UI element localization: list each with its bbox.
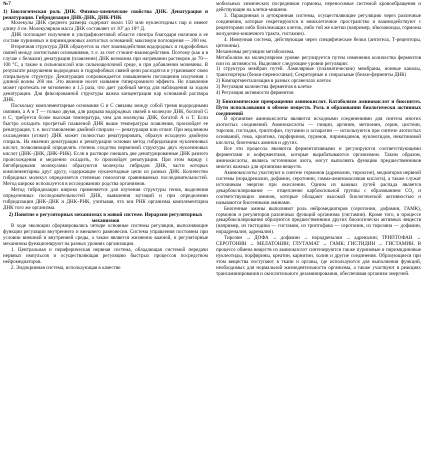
paragraph: 4. Иммунная система, действующая через специфические белки (антитела, Т-рецепторы, цитокины). bbox=[216, 36, 421, 49]
list-item: 2) Компартментализация в разных органеллах клеток bbox=[216, 78, 331, 85]
paragraph: Метод гибридизации широко применяется для изучения структуры генов, выделения определенных последовательностей ДНК, выявления мутаций и при определении гибридизации ДНК–ДНК и ДНК–РНК, учитывая, что вся РНК организма комплементарна ДНК того же организма. bbox=[3, 186, 208, 211]
left-column bbox=[3, 2, 208, 272]
paragraph: В ходе эволюции сформировались четыре основные системы регуляции, выполняющие функции регуляции внутреннего и внешнего равновесия. Система управления постоянна при условии внешней и внутренней среды, а также является жизненно важной, и регуляторные механизмы функционируют на разных уровнях организации. bbox=[3, 223, 208, 248]
paragraph: мобильных химических посредников гормоны, переносимые системой кровообращения и действующие на клетки-мишени. bbox=[216, 1, 421, 13]
paragraph: 2. Эндокринная система, использующая в качестве bbox=[11, 265, 121, 272]
paragraph: В организме аминокислоты являются исходными соединениями для синтеза многих азотистых соединений. Аминокислоты — глицин, аргинин, метионин, серин, цистеин, тирозин, гистидин, триптофан, глутамин и аспарагин — используются при синтезе азотистых оснований, гема, креатина, порфиринов, пуринов, пиримидинов, нуклеотидов, никотиновой кислоты, биогенных аминов и других. bbox=[216, 116, 421, 147]
list-item: 4) Регуляция активности ферментов bbox=[216, 90, 294, 97]
right-column bbox=[216, 2, 421, 278]
section-1-heading: 1) Биологическая роль ДНК. Физико-химические свойства ДНК. Денатурация и ренатурация. Гибридизация ДНК-ДНК, ДНК-РНК bbox=[3, 8, 208, 21]
page-number: №7 bbox=[3, 1, 11, 7]
section-2-heading: 2) Понятие о регуляторных механизмах в живой системе. Иерархия регуляторных механизмов bbox=[8, 212, 203, 225]
list-item: 1) структура мембран путей. Ламелярные (плазматические) мембраны, ионные каналы, транспортеры (белки-переносчики); Секреторные и спиральные (белки-ферменты ДНК) bbox=[216, 66, 421, 79]
paragraph: Механизмы регуляции метаболизма. bbox=[216, 48, 295, 55]
section-3-heading: 3) Биохимические превращения аминокислот. Катаболизм аминокислот и биосинтез. Пути использования в обмене веществ. Роль в образовании биологически активных соединений bbox=[216, 99, 421, 118]
paragraph: Биогенные амины выполняют роль нейромедиаторов (серотонин, дофамин, ГАМК), гормонов и регуляторов различных функций организма (гистамин). Кроме того, в процессе декарбоксилирования образуются предшественники других биологически активных веществ (например, из гистидина — гистамин, из триптофана — серотонин, из тирозина — дофамин, норадреналин, адреналин). bbox=[216, 205, 421, 236]
paragraph: Аминокислоты участвуют в синтезе гормонов (адреналин, тироксин), медиаторов нервной системы (норадреналин, дофамин, серотонин, гамма-аминомасляная кислота), а также служат источником энергии при окислении. Одним из важных путей распада является декарбоксилирование — отщепление карбоксильной группы с образованием CO₂ и соответствующих аминов, которые обладают высокой биологической активностью и называются биогенными аминами. bbox=[216, 169, 421, 206]
paragraph: Поскольку комплементарные основания G и C связаны между собой тремя водородными связями, а А и Т — только двумя, для разрыва водородных связей в молекуле ДНК, богатой G и C, требуется более высокая температура, чем для молекулы ДНК, богатой А и Т. Если быстро охладить прогретый плавленой ДНК выше температуры плавления, произойдет ее ренатурация, т. е. восстановление двойной спирали — ренатурация или отжиг. При медленном охлаждении (отжиг) ДНК может полностью ренатурировать, образуя исходную двойную спираль. На явлении денатурации и ренатурации основан метод гибридизации нуклеиновых кислот, позволяющий определять степень сходства первичной структуры двух нуклеиновых кислот (ДНК–ДНК, ДНК–РНК). Если в растворе смешать две денатурированные ДНК разного происхождения и медленно охладить, то произойдет ренатурация. При этом наряду с бигибридными молекулами образуются молекулы гибридов ДНК, части которых комплементарны друг другу, содержащие нуклеотидные цепи из разных ДНК. Количество гибридных молекул определяется степенью гомологии сравниваемых последовательностей. Метод широко используется в исследованиях родства организмов. bbox=[3, 103, 208, 187]
paragraph: Молекулы ДНК среднего размера содержат около 150 млн нуклеотидных пар и имеют длину 4 см. Молекулярная масса ДНК составляет от 10⁷ до 10¹¹ Д. bbox=[3, 19, 208, 32]
list-item: 3) Регуляция количества ферментов в клетке bbox=[216, 84, 312, 91]
paragraph: Все эти процессы являются ферментативными и регулируются соответствующими ферментами и коферментами, которые вырабатываются организмом. Таким образом, аминокислоты, являясь источником азота, могут выполнять функцию предшественников многих важных для организма веществ. bbox=[216, 146, 421, 170]
paragraph: Метаболизм на молекулярном уровне регулируется путем изменения количества ферментов или их активности. Выделяют следующие уровни регуляции: bbox=[216, 54, 421, 67]
paragraph: 3. Паракринная и аутокринная системы, осуществляющие регуляцию через различные соединения, которые секретируются в межклеточное пространство и взаимодействуют с рецепторами либо близлежащих клеток, либо той же клетки (например, эйкозаноиды, гормоны желудочно-кишечного тракта, гистамин). bbox=[216, 12, 421, 37]
paragraph: Тирозин → ДОФА → дофамин → норадреналин → адреналин; ТРИПТОФАН → СЕРОТОНИН → МЕЛАТОНИН; ГЛУТАМАТ → ГАМК; ГИСТИДИН → ГИСТАМИН. В процессе обмена веществ из аминокислот синтезируются также пуриновые и пиримидиновые нуклеотиды, порфирины, креатин, карнитин, холин и другие соединения. Образующиеся при этом вещества поступают в ткани и органы, где используются для выполнения функций, необходимых для нормальной жизнедеятельности организма, а также участвуют в реакциях трансаминирования и окислительного дезаминирования, обеспечивая организм энергией. bbox=[216, 235, 421, 278]
paragraph: Вторичная структура ДНК образуется за счет взаимодействия водородных и гидрофобных связей между азотистыми основаниями, т. е. за счет стэкинг-взаимодействия. Поэтому (как и в случае с белками) денатурация (плавление) ДНК возможна при нагревании растворов до 70—100 °С, а также в сильнокислой или сильнощелочной среде, и при добавлении мочевины. В результате разрушения водородных и гидрофобных связей цепи расходятся и утрачивают свою спиральную структуру. Денатурация сопровождается повышением поглощения излучения с длиной волны 260 нм. Это явление носит название гиперхромного эффекта. Но плавление может протекать не мгновенно и 1,5 раза, что дает удобный метод для наблюдения за ходом денатурации. Для фиксированной структуры важна концентрация пар оснований раствора ДНК. bbox=[3, 43, 208, 104]
paragraph: ДНК поглощает излучение в ультрафиолетовой области спектра благодаря наличию в ее составе пуриновых и пиримидиновых азотистых оснований; максимум поглощения — 260 нм. bbox=[3, 31, 208, 44]
paragraph: 1. Центральная и периферическая нервная система, обладающая системой передачи нервных импульсов и осуществляющая регуляцию быстрых процессов посредством нейромедиаторов. bbox=[3, 247, 208, 266]
